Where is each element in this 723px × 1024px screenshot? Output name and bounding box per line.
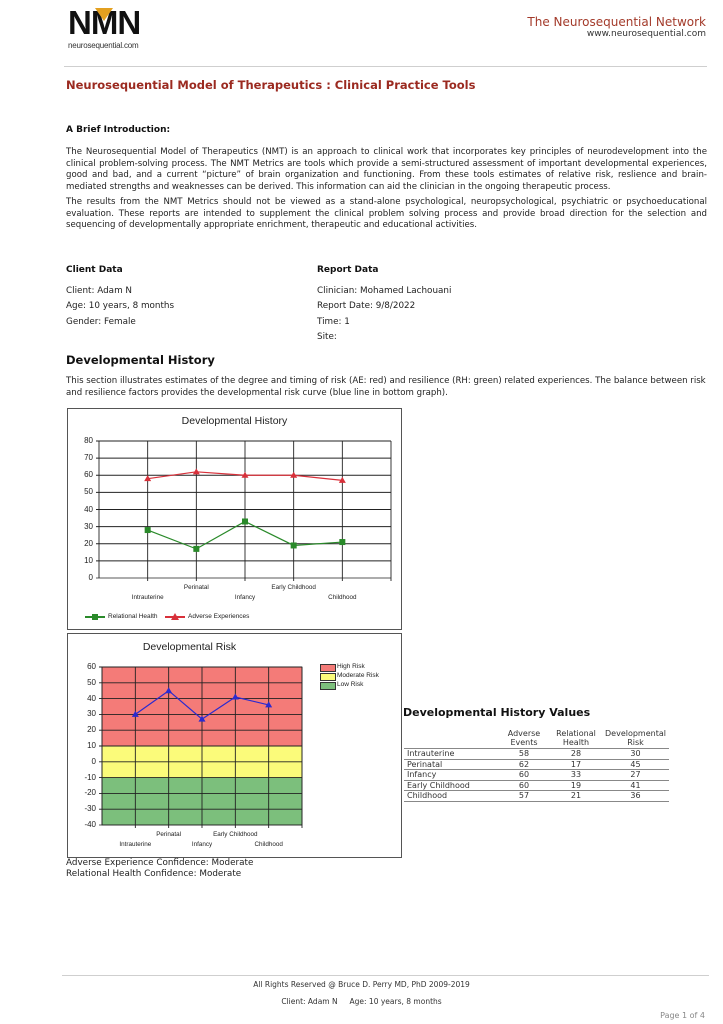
header-divider (64, 66, 707, 67)
legend-moderate-risk: Moderate Risk (337, 672, 379, 679)
document-title: Neurosequential Model of Therapeutics : Clinical Practice Tools (66, 78, 476, 92)
adverse-value: 58 (498, 749, 550, 760)
y-tick-label: -20 (84, 788, 96, 798)
y-tick-label: 50 (84, 487, 93, 497)
report-site: Site: (317, 331, 337, 342)
adverse-value: 60 (498, 780, 550, 791)
adverse-value: 62 (498, 759, 550, 770)
risk-value: 45 (602, 759, 669, 770)
chart-title: Developmental History (181, 415, 288, 427)
chart-title: Developmental Risk (142, 641, 237, 653)
low-risk-swatch-icon (320, 682, 336, 690)
y-tick-label: 40 (84, 504, 93, 514)
y-tick-label: 60 (87, 662, 96, 671)
table-row (404, 791, 669, 802)
relational-value: 17 (550, 759, 602, 770)
row-label: Infancy (404, 770, 498, 781)
y-tick-label: 50 (87, 677, 96, 687)
relational-value: 28 (550, 749, 602, 760)
logo-mark: NMN (68, 4, 141, 41)
report-time: Time: 1 (317, 316, 350, 327)
org-name: The Neurosequential Network (527, 15, 706, 29)
high-risk-swatch-icon (320, 664, 336, 672)
client-age: Age: 10 years, 8 months (66, 301, 175, 312)
adverse-value: 60 (498, 770, 550, 781)
client-name: Client: Adam N (66, 286, 133, 296)
intro-paragraph-1: The Neurosequential Model of Therapeutics (NMT) is an approach to clinical work that incorporates key principles of neurodevelopment into the clinical problem-solving process. The NMT Metrics are tools which provide a semi-structured assessment of important developmental experiences, good and bad, and a current “picture” of brain organization and functioning. From these tools estimates of relative risk, reslience and brain-mediated strengths and weaknesses can be derived. This information can aid the clinician in the ongoing therapeutic process. (66, 147, 707, 192)
relational-value: 19 (550, 780, 602, 791)
table-row (404, 759, 669, 770)
y-tick-label: 10 (84, 555, 93, 565)
relational-confidence: Relational Health Confidence: Moderate (66, 869, 242, 879)
col-header-relational: Relational Health (556, 729, 596, 747)
dev-history-heading: Developmental History (66, 353, 215, 367)
x-tick-label: Infancy (191, 841, 213, 848)
values-table (404, 729, 669, 802)
x-tick-label: Intrauterine (131, 594, 164, 601)
y-tick-label: 70 (84, 453, 93, 463)
col-header-risk: Developmental Risk (605, 729, 666, 747)
legend-high-risk: High Risk (337, 663, 365, 670)
y-tick-label: 0 (88, 573, 93, 582)
x-tick-label: Early Childhood (271, 584, 316, 591)
table-row (404, 770, 669, 781)
footer-client-line: Client: Adam N Age: 10 years, 8 months (281, 997, 442, 1006)
col-header-period (404, 729, 498, 749)
row-label: Early Childhood (404, 780, 498, 791)
x-tick-label: Perinatal (183, 584, 209, 591)
x-tick-label: Perinatal (156, 831, 182, 838)
risk-value: 27 (602, 770, 669, 781)
y-tick-label: -10 (84, 772, 96, 782)
org-url: www.neurosequential.com (586, 29, 706, 39)
adverse-confidence: Adverse Experience Confidence: Moderate (66, 858, 254, 868)
risk-value: 30 (602, 749, 669, 760)
y-tick-label: 20 (87, 725, 96, 735)
legend-relational-health: Relational Health (108, 613, 158, 620)
values-table-title: Developmental History Values (403, 706, 591, 719)
dev-history-description: This section illustrates estimates of the degree and timing of risk (AE: red) and resilience (RH: green) related experiences. The balance between risk and resilience factors provides the developmental risk curve (blue line in bottom graph). (66, 376, 706, 398)
y-tick-label: 10 (87, 741, 96, 750)
table-row (404, 749, 669, 760)
y-tick-label: -30 (84, 804, 96, 814)
moderate-risk-swatch-icon (320, 673, 336, 681)
legend-adverse-experiences: Adverse Experiences (188, 613, 250, 620)
logo-subtitle: neurosequential.com (68, 41, 139, 50)
developmental-risk-chart (67, 633, 402, 858)
table-row (404, 780, 669, 791)
x-tick-label: Intrauterine (119, 841, 152, 848)
intro-paragraph-2: The results from the NMT Metrics should not be viewed as a stand-alone psychological, neuropsychological, psychiatric or psychoeducational evaluation. These reports are intended to supplement the clinical problem solving process and provide broad direction for the selection and sequencing of developmentally appropriate enrichment, therapeutic and educational activities. (66, 197, 707, 231)
relational-value: 33 (550, 770, 602, 781)
y-tick-label: -40 (84, 820, 96, 829)
logo-triangle-icon (95, 8, 113, 21)
x-tick-label: Early Childhood (213, 831, 258, 838)
report-data-heading: Report Data (317, 265, 379, 275)
y-tick-label: 30 (87, 709, 96, 719)
report-date: Report Date: 9/8/2022 (317, 301, 416, 312)
developmental-history-chart (67, 408, 402, 630)
x-tick-label: Childhood (254, 841, 283, 848)
y-tick-label: 80 (84, 436, 93, 445)
client-data-heading: Client Data (66, 265, 123, 275)
adverse-value: 57 (498, 791, 550, 802)
y-tick-label: 0 (91, 756, 96, 766)
client-gender: Gender: Female (66, 316, 136, 327)
row-label: Childhood (404, 791, 498, 802)
table-header-row (404, 729, 669, 749)
row-label: Intrauterine (404, 749, 498, 760)
clinician: Clinician: Mohamed Lachouani (317, 286, 452, 296)
risk-value: 36 (602, 791, 669, 802)
legend-low-risk: Low Risk (337, 681, 364, 688)
relational-health-legend-icon (85, 613, 105, 621)
footer-rights: All Rights Reserved @ Bruce D. Perry MD, PhD 2009-2019 (253, 980, 470, 989)
x-tick-label: Infancy (234, 594, 256, 601)
y-tick-label: 60 (84, 470, 93, 480)
y-tick-label: 20 (84, 538, 93, 548)
intro-heading: A Brief Introduction: (66, 125, 171, 135)
y-tick-label: 30 (84, 521, 93, 531)
row-label: Perinatal (404, 759, 498, 770)
report-data-block (317, 284, 451, 345)
x-tick-label: Childhood (328, 594, 357, 601)
page-number: Page 1 of 4 (660, 1011, 705, 1020)
footer-divider (62, 975, 709, 976)
y-tick-label: 40 (87, 693, 96, 703)
adverse-experiences-legend-icon (165, 613, 185, 621)
client-data-block (66, 284, 174, 330)
risk-value: 41 (602, 780, 669, 791)
col-header-adverse: Adverse Events (507, 729, 541, 747)
nmn-logo (68, 6, 148, 50)
relational-value: 21 (550, 791, 602, 802)
